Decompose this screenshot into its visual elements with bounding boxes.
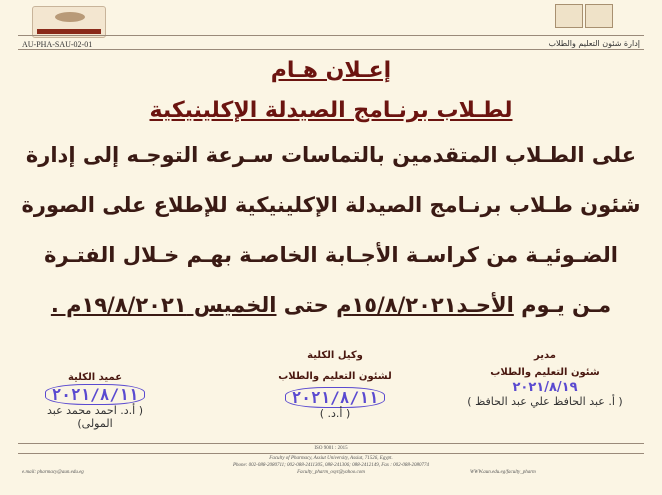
footer-divider	[18, 443, 644, 444]
footer-email[interactable]: e.mail: pharmacy@aun.edu.eg	[22, 470, 84, 475]
iso-label: ISO 9001 : 2015	[314, 446, 348, 451]
body-line-2: شئون طـلاب برنـامج الصيدلة الإكلينيكية للإطلاع على الصورة	[21, 193, 641, 217]
header-divider	[18, 35, 644, 36]
footer-yahoo[interactable]: Faculty_pharm_osyt@yahoo.com	[297, 470, 365, 475]
body-line-4	[0, 293, 662, 317]
from-label: مـن يـوم	[521, 293, 612, 317]
signature-title: عميد الكلية	[67, 372, 123, 383]
handwritten-signature: ٢٠٢١/٨/١٩	[512, 380, 578, 395]
to-label: حتى	[283, 293, 329, 317]
header-divider-bottom	[18, 49, 644, 50]
handwritten-signature: ٢٠٢١/٨/١١	[45, 384, 146, 405]
signature-title: مدير	[534, 350, 556, 361]
footer-phone: Phone: 002-088-2080711; 002-088-2411305, 088-241306; 088-2412149, Fax : 002-088-2080774	[232, 463, 430, 468]
body-line-1: على الطـلاب المتقدمين بالتماسات سـرعة التوجـه إلى إدارة	[25, 143, 637, 167]
signatory-name: ( أ.د. )	[319, 407, 351, 420]
announcement-title: إعـلان هـام	[270, 58, 392, 83]
footer-address: Faculty of Pharmacy, Assiut University, Assiut, 71526, Egypt.	[269, 456, 393, 461]
department-name: إدارة شئون التعليم والطلاب	[548, 39, 640, 48]
footer-website[interactable]: WWW.aun.edu.eg/faculty_pharm	[470, 470, 536, 475]
signature-title: شئون التعليم والطلاب	[490, 367, 600, 378]
end-date: الخميس ١٩/٨/٢٠٢١م .	[50, 293, 277, 317]
faculty-logo	[32, 6, 106, 38]
announcement-subtitle: لطـلاب برنـامج الصيدلة الإكلينيكية	[149, 98, 513, 123]
document-code: AU-PHA-SAU-02-01	[22, 40, 93, 49]
footer-divider-2	[18, 453, 644, 454]
signatory-name: ( أ. عبد الحافظ علي عبد الحافظ )	[467, 395, 623, 408]
signatory-name: ( أ.د. احمد محمد عبد المولى)	[47, 404, 143, 430]
handwritten-signature: ٢٠٢١/٨/١١	[285, 387, 386, 408]
signature-dean	[30, 372, 160, 430]
university-logo	[555, 4, 615, 32]
signature-title: وكيل الكلية	[307, 350, 363, 361]
body-line-3: الضـوئيـة من كراسـة الأجـابة الخاصـة بهـم خـلال الفتـرة	[44, 243, 618, 267]
start-date: الأحـد١٥/٨/٢٠٢١م	[336, 293, 514, 317]
signature-director	[460, 350, 630, 408]
signature-title: لشئون التعليم والطلاب	[278, 371, 392, 382]
signature-vice-dean	[255, 350, 415, 420]
